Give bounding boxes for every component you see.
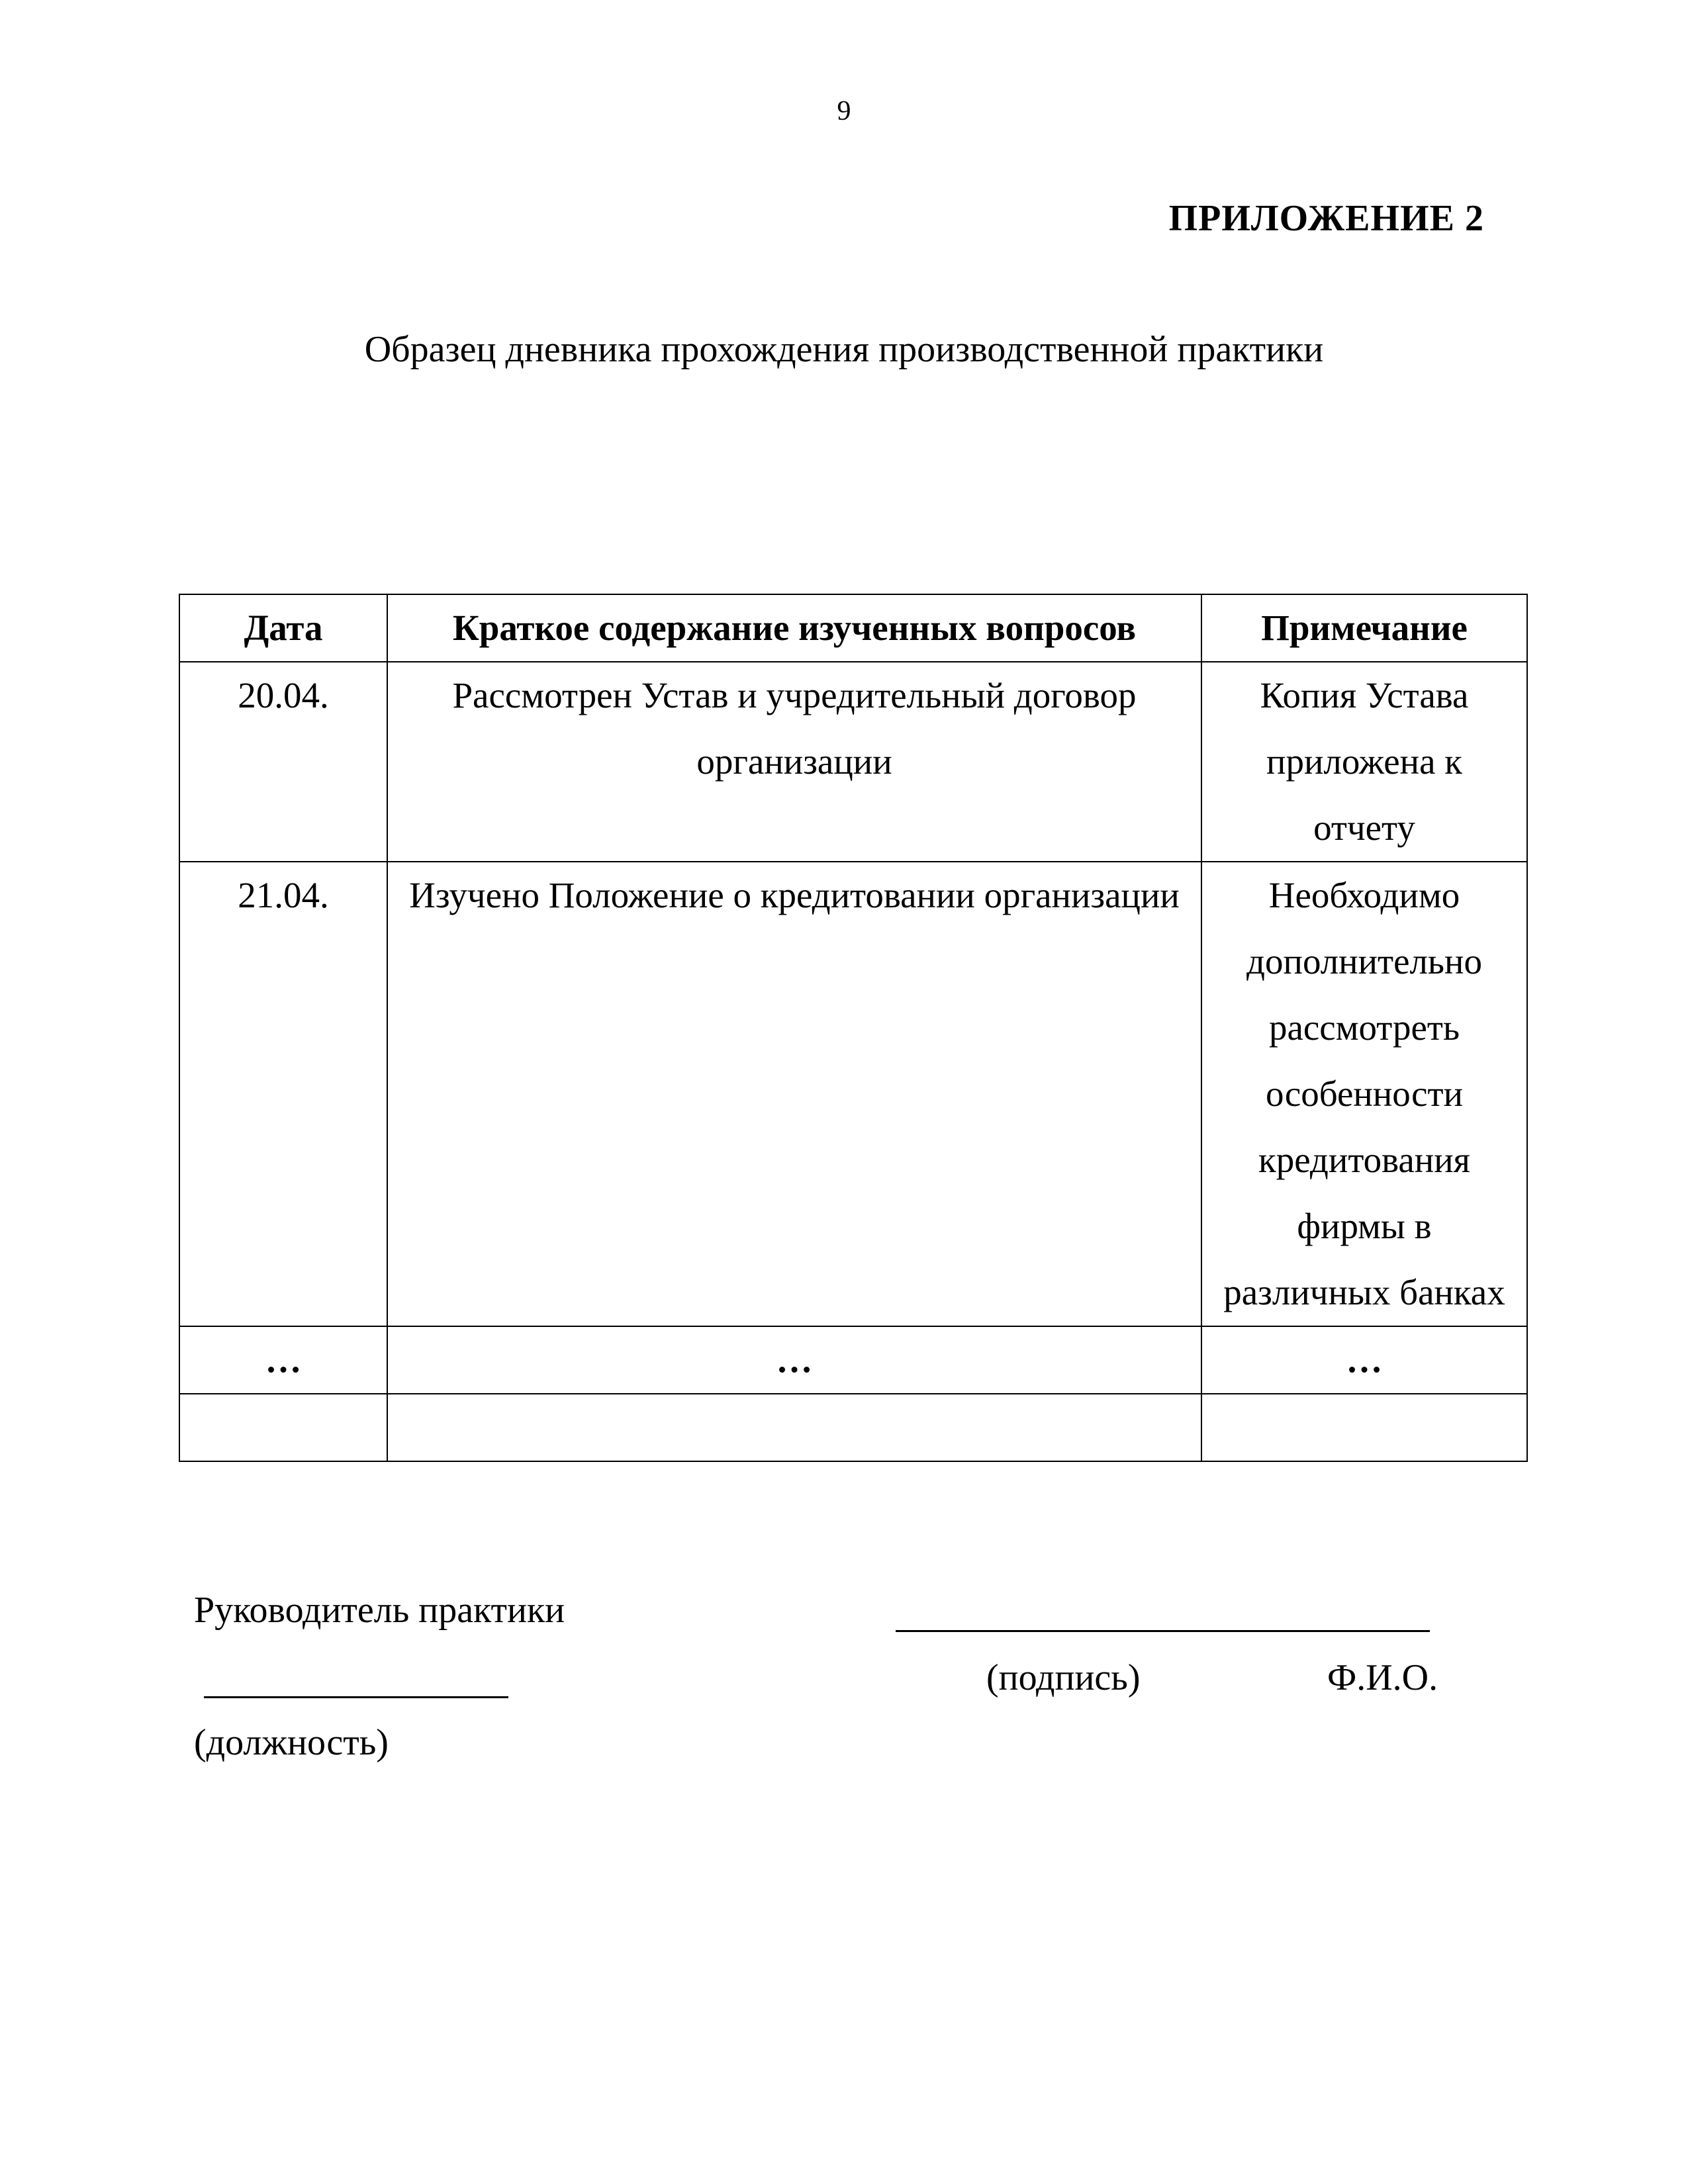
table-header-row xyxy=(179,594,1527,662)
header-note: Примечание xyxy=(1201,594,1527,662)
table-row xyxy=(179,862,1527,1326)
document-title: Образец дневника прохождения производственной практики xyxy=(364,329,1324,370)
table-row xyxy=(179,1394,1527,1461)
table-row xyxy=(179,1326,1527,1394)
position-line xyxy=(204,1696,508,1698)
table-row xyxy=(179,662,1527,862)
cell-date: … xyxy=(179,1326,387,1394)
header-content: Краткое содержание изученных вопросов xyxy=(387,594,1201,662)
name-caption: Ф.И.О. xyxy=(1327,1657,1438,1698)
signature-line xyxy=(896,1630,1430,1632)
page-number: 9 xyxy=(837,96,851,126)
cell-date: 20.04. xyxy=(179,662,387,862)
cell-note: … xyxy=(1201,1326,1527,1394)
cell-note: Копия Устава приложена к отчету xyxy=(1201,662,1527,862)
cell-content: Изучено Положение о кредитовании организации xyxy=(387,862,1201,1326)
cell-date xyxy=(179,1394,387,1461)
supervisor-label: Руководитель практики xyxy=(194,1590,565,1631)
cell-content: Рассмотрен Устав и учредительный договор организации xyxy=(387,662,1201,862)
cell-date: 21.04. xyxy=(179,862,387,1326)
header-date: Дата xyxy=(179,594,387,662)
practice-diary-table xyxy=(179,594,1528,1462)
cell-note xyxy=(1201,1394,1527,1461)
signature-caption: (подпись) xyxy=(986,1657,1141,1698)
appendix-title: ПРИЛОЖЕНИЕ 2 xyxy=(1168,198,1484,239)
cell-content: … xyxy=(387,1326,1201,1394)
cell-content xyxy=(387,1394,1201,1461)
position-caption: (должность) xyxy=(194,1722,389,1763)
cell-note: Необходимо дополнительно рассмотреть особенности кредитования фирмы в различных банках xyxy=(1201,862,1527,1326)
